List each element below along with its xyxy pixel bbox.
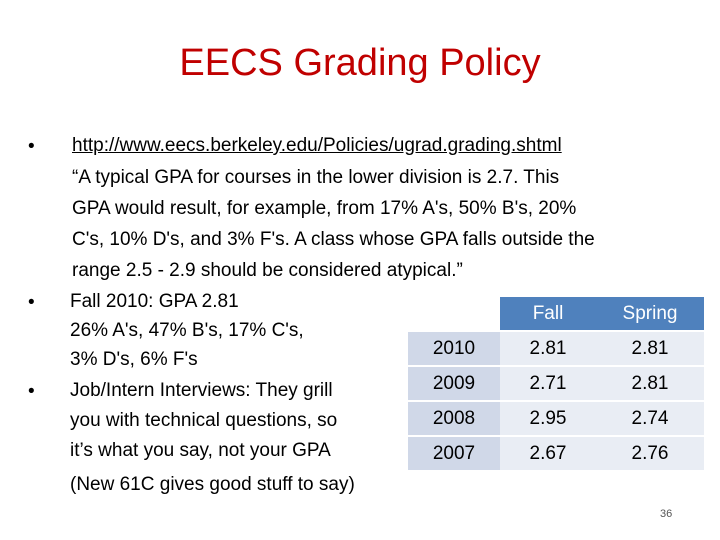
year-cell: 2007 [408,436,500,471]
bullet-text: Job/Intern Interviews: They grill [70,380,333,401]
bullet-dot: • [28,381,35,402]
fall-gpa-cell: 2.95 [500,401,596,436]
bullet-text: Fall 2010: GPA 2.81 [70,291,239,312]
bullet-text: 26% A's, 47% B's, 17% C's, [70,320,304,341]
bullet-text: you with technical questions, so [70,410,338,431]
fall-gpa-cell: 2.67 [500,436,596,471]
table-row [408,366,704,401]
slide-title: EECS Grading Policy [179,42,541,84]
column-header-spring: Spring [596,297,704,331]
spring-gpa-cell: 2.74 [596,401,704,436]
fall-gpa-cell: 2.81 [500,331,596,366]
year-cell: 2010 [408,331,500,366]
table-row [408,436,704,471]
bullet-text: 3% D's, 6% F's [70,349,198,370]
bullet-dot: • [28,292,35,313]
bullet-text: GPA would result, for example, from 17% A's, 50% B's, 20% [72,198,577,219]
table-row [408,401,704,436]
table-row [408,331,704,366]
spring-gpa-cell: 2.81 [596,331,704,366]
spring-gpa-cell: 2.81 [596,366,704,401]
column-header-fall: Fall [500,297,596,331]
year-cell: 2009 [408,366,500,401]
bullet-text: it’s what you say, not your GPA [70,440,331,461]
bullet-text: range 2.5 - 2.9 should be considered atypical.” [72,260,463,281]
table-header-row [408,297,704,331]
policy-link[interactable]: http://www.eecs.berkeley.edu/Policies/ugrad.grading.shtml [72,135,562,156]
spring-gpa-cell: 2.76 [596,436,704,471]
fall-gpa-cell: 2.71 [500,366,596,401]
page-number: 36 [660,508,673,520]
table-corner-cell [408,297,500,331]
bullet-dot: • [28,136,35,157]
year-cell: 2008 [408,401,500,436]
gpa-table [408,297,704,472]
bullet-text: C's, 10% D's, and 3% F's. A class whose GPA falls outside the [72,229,595,250]
bullet-text: (New 61C gives good stuff to say) [70,474,355,495]
bullet-text: “A typical GPA for courses in the lower division is 2.7. This [72,167,560,188]
